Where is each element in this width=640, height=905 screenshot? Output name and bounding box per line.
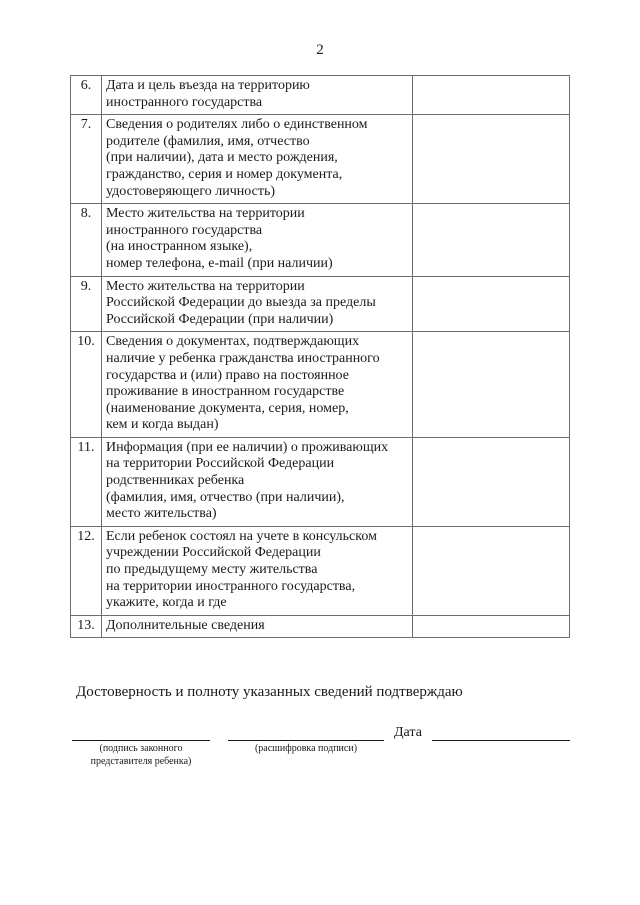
row-field-description: Дата и цель въезда на территорию иностранного государства xyxy=(102,76,413,115)
row-answer-cell[interactable] xyxy=(413,276,570,332)
row-answer-cell[interactable] xyxy=(413,115,570,204)
row-field-description: Сведения о родителях либо о единственном родителе (фамилия, имя, отчество (при наличии), дата и место рождения, гражданство, серия и номер документа, удостоверяющего личность) xyxy=(102,115,413,204)
row-answer-cell[interactable] xyxy=(413,615,570,638)
row-field-description: Информация (при ее наличии) о проживающих на территории Российской Федерации родственниках ребенка (фамилия, имя, отчество (при наличии), место жительства) xyxy=(102,437,413,526)
page-number: 2 xyxy=(316,42,324,58)
row-field-description: Место жительства на территории иностранного государства (на иностранном языке), номер телефона, e-mail (при наличии) xyxy=(102,204,413,276)
form-row xyxy=(71,526,570,615)
row-answer-cell[interactable] xyxy=(413,526,570,615)
form-row xyxy=(71,332,570,438)
form-row xyxy=(71,437,570,526)
row-field-description: Место жительства на территории Российской Федерации до выезда за пределы Российской Федерации (при наличии) xyxy=(102,276,413,332)
form-row xyxy=(71,204,570,276)
form-row xyxy=(71,115,570,204)
row-answer-cell[interactable] xyxy=(413,204,570,276)
row-number: 11. xyxy=(71,437,102,526)
row-answer-cell[interactable] xyxy=(413,332,570,438)
application-form-table xyxy=(70,75,570,638)
form-row xyxy=(71,276,570,332)
confirmation-statement: Достоверность и полноту указанных сведений подтверждаю xyxy=(76,684,463,700)
row-number: 6. xyxy=(71,76,102,115)
form-row xyxy=(71,615,570,638)
row-number: 10. xyxy=(71,332,102,438)
date-label: Дата xyxy=(394,725,422,740)
row-field-description: Дополнительные сведения xyxy=(102,615,413,638)
row-field-description: Сведения о документах, подтверждающих наличие у ребенка гражданства иностранного государства и (или) право на постоянное проживание в иностранном государстве (наименование документа, серия, номер, кем и когда выдан) xyxy=(102,332,413,438)
row-number: 7. xyxy=(71,115,102,204)
signature-decoding-line[interactable] xyxy=(228,740,384,741)
signature-caption: (подпись законного представителя ребенка) xyxy=(90,743,192,767)
signature-decoding-caption: (расшифровка подписи) xyxy=(254,743,358,754)
row-number: 8. xyxy=(71,204,102,276)
row-answer-cell[interactable] xyxy=(413,437,570,526)
row-number: 12. xyxy=(71,526,102,615)
row-field-description: Если ребенок состоял на учете в консульском учреждении Российской Федерации по предыдущему месту жительства на территории иностранного государства, укажите, когда и где xyxy=(102,526,413,615)
row-answer-cell[interactable] xyxy=(413,76,570,115)
form-row xyxy=(71,76,570,115)
signature-line[interactable] xyxy=(72,740,210,741)
row-number: 13. xyxy=(71,615,102,638)
date-line[interactable] xyxy=(432,740,570,741)
row-number: 9. xyxy=(71,276,102,332)
